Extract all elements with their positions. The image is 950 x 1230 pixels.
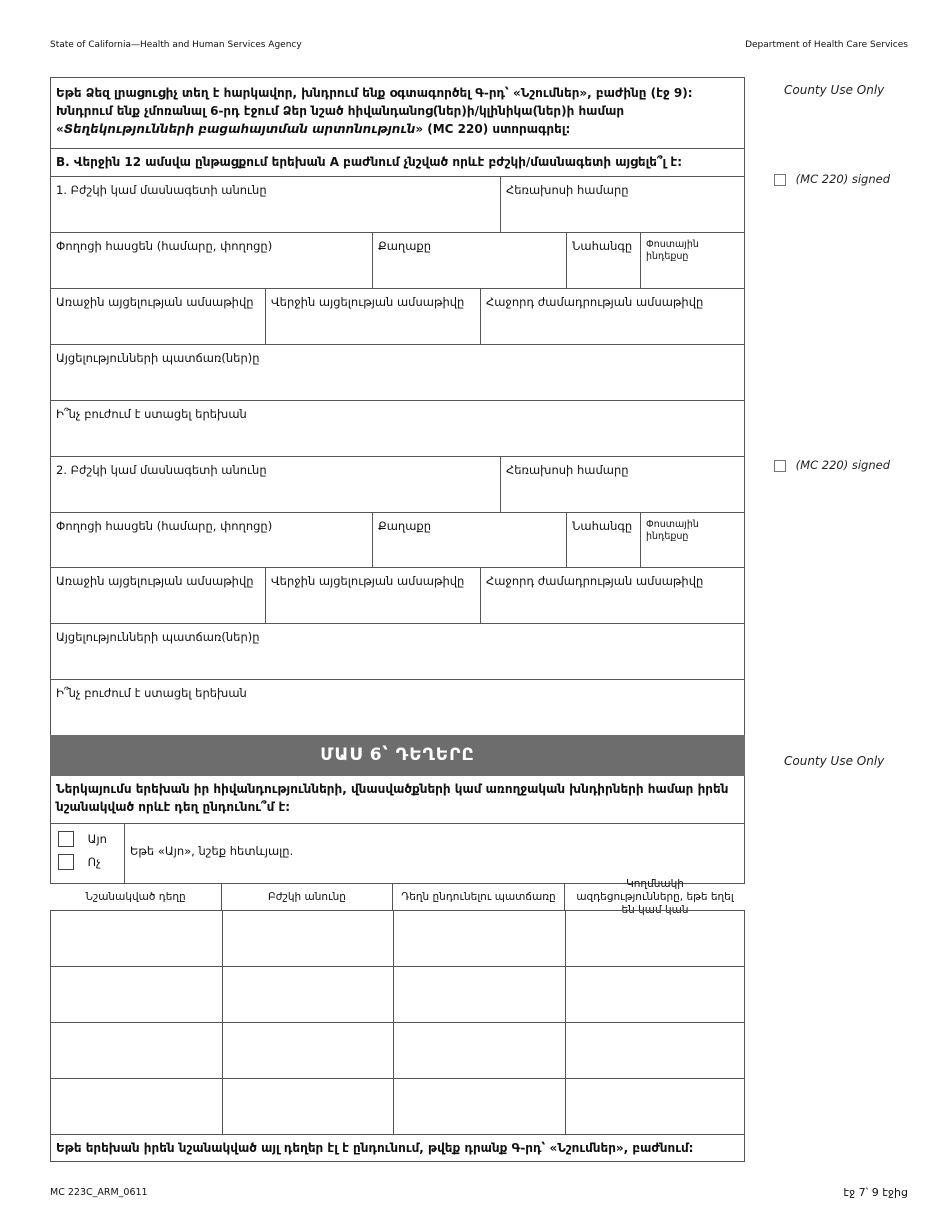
provider-1-last-visit-field[interactable]: Վերջին այցելության ամսաթիվը <box>265 289 480 344</box>
provider-2-name-row <box>50 456 745 512</box>
yes-no-row <box>50 823 745 883</box>
no-label: Ոչ <box>87 854 101 869</box>
provider-2-last-visit-field[interactable]: Վերջին այցելության ամսաթիվը <box>265 568 480 623</box>
provider-2-reason-row <box>50 623 745 679</box>
medication-drug-cell[interactable] <box>51 1023 222 1078</box>
provider-2-first-visit-field[interactable]: Առաջին այցելության ամսաթիվը <box>56 574 254 588</box>
medication-doctor-cell[interactable] <box>222 1079 393 1134</box>
provider-1-treatment-field[interactable]: Ի՞նչ բուժում է ստացել երեխան <box>56 407 247 421</box>
provider-1-treatment-row <box>50 400 745 456</box>
provider-2-zip-field[interactable]: Փոստային ինդեքսը <box>640 513 744 567</box>
col-doctor-name: Բժշկի անունը <box>221 884 392 910</box>
part-6-question-row <box>50 776 745 823</box>
provider-2-street-field[interactable]: Փողոցի հասցեն (համարը, փողոցը) <box>56 519 273 533</box>
medication-drug-cell[interactable] <box>51 967 222 1022</box>
medication-drug-cell[interactable] <box>51 1079 222 1134</box>
provider-1-first-visit-field[interactable]: Առաջին այցելության ամսաթիվը <box>56 295 254 309</box>
provider-1-street-field[interactable]: Փողոցի հասցեն (համարը, փողոցը) <box>56 239 273 253</box>
yes-checkbox[interactable] <box>58 831 74 847</box>
provider-2-reason-field[interactable]: Այցելությունների պատճառ(ներ)ը <box>56 630 260 644</box>
medication-row <box>50 966 745 1022</box>
provider-2-state-field[interactable]: Նահանգը <box>566 513 640 567</box>
medication-row <box>50 1078 745 1134</box>
medication-row <box>50 910 745 966</box>
medication-row <box>50 1022 745 1078</box>
provider-2-address-row <box>50 512 745 567</box>
yes-no-cell <box>51 824 124 883</box>
provider-1-state-field[interactable]: Նահանգը <box>566 233 640 288</box>
page-number: էջ 7՝ 9 էջից <box>843 1186 908 1199</box>
provider-2-next-appt-field[interactable]: Հաջորդ ժամադրության ամսաթիվը <box>480 568 744 623</box>
provider-2-dates-row <box>50 567 745 623</box>
medication-side-effects-cell[interactable] <box>565 1023 744 1078</box>
provider-1-city-field[interactable]: Քաղաքը <box>372 233 566 288</box>
medication-reason-cell[interactable] <box>393 1079 565 1134</box>
part-6-question: Ներկայումս երեխան իր հիվանդությունների, վնասվածքների կամ առողջական խնդիրների համար իրեն նշանակված որևէ դեղ ընդունու՞մ է: <box>56 782 729 814</box>
provider-1-zip-field[interactable]: Փոստային ինդեքսը <box>640 233 744 288</box>
col-prescribed-drug: Նշանակված դեղը <box>85 890 186 903</box>
col-side-effects: Կողմնակի ազդեցությունները, եթե եղել են կամ կան <box>564 884 745 910</box>
provider-2-city-field[interactable]: Քաղաքը <box>372 513 566 567</box>
medication-table-header <box>50 877 745 916</box>
provider-1-name-field[interactable]: 1. Բժշկի կամ մասնագետի անունը <box>56 183 267 197</box>
mc220-signed-row-2 <box>774 458 890 472</box>
provider-1-dates-row <box>50 288 745 344</box>
provider-2-treatment-field[interactable]: Ի՞նչ բուժում է ստացել երեխան <box>56 686 247 700</box>
medication-doctor-cell[interactable] <box>222 967 393 1022</box>
provider-1-address-row <box>50 232 745 288</box>
medication-doctor-cell[interactable] <box>222 1023 393 1078</box>
medication-doctor-cell[interactable] <box>222 911 393 966</box>
provider-2-phone-field[interactable]: Հեռախոսի համարը <box>500 457 744 512</box>
medication-reason-cell[interactable] <box>393 911 565 966</box>
section-b-question: B. Վերջին 12 ամսվա ընթացքում երեխան A բաժնում չնշված որևէ բժշկի/մասնագետի այցելե՞լ է: <box>56 155 683 169</box>
part-6-banner: ՄԱՍ 6՝ ԴԵՂԵՐԸ <box>50 735 745 776</box>
provider-1-reason-field[interactable]: Այցելությունների պատճառ(ներ)ը <box>56 351 260 365</box>
provider-1-phone-field[interactable]: Հեռախոսի համարը <box>500 177 744 232</box>
medication-footer-note: Եթե երեխան իրեն նշանակված այլ դեղեր էլ է ընդունում, թվեք դրանք Գ-րդ՝ «Նշումներ», բաժնում: <box>56 1141 694 1155</box>
intro-text: Եթե Ձեզ լրացուցիչ տեղ է հարկավոր, խնդրում ենք օգտագործել Գ-րդ՝ «Նշումներ», բաժինը (էջ 9): Խնդրում ենք չմոռանալ 6-րդ էջում Ձեր նշած հիվանդանոց(ներ)ի/կլինիկա(ներ)ի համար «Տեղեկությունների բացահայտման արտոնություն» (MC 220) ստորագրել: <box>56 86 693 136</box>
form-section <box>50 77 745 1162</box>
mc220-signed-checkbox-1[interactable] <box>774 174 786 186</box>
yes-option <box>58 831 117 853</box>
provider-2-treatment-row <box>50 679 745 735</box>
medication-side-effects-cell[interactable] <box>565 911 744 966</box>
medication-reason-cell[interactable] <box>393 967 565 1022</box>
no-option <box>58 854 117 876</box>
provider-1-reason-row <box>50 344 745 400</box>
county-use-only-label: County Use Only <box>784 83 885 97</box>
mc220-signed-label-1: (MC 220) signed <box>795 172 890 186</box>
provider-1-name-row <box>50 176 745 232</box>
mc220-signed-row-1 <box>774 172 890 186</box>
medication-drug-cell[interactable] <box>51 911 222 966</box>
form-id: MC 223C_ARM_0611 <box>50 1187 148 1198</box>
department-header: Department of Health Care Services <box>745 40 908 50</box>
col-reason: Դեղն ընդունելու պատճառը <box>392 884 564 910</box>
medication-side-effects-cell[interactable] <box>565 1079 744 1134</box>
provider-2-name-field[interactable]: 2. Բժշկի կամ մասնագետի անունը <box>56 463 267 477</box>
medication-reason-cell[interactable] <box>393 1023 565 1078</box>
mc220-signed-checkbox-2[interactable] <box>774 460 786 472</box>
agency-header: State of California—Health and Human Services Agency <box>50 40 302 50</box>
mc220-signed-label-2: (MC 220) signed <box>795 458 890 472</box>
medication-footer-row <box>50 1134 745 1162</box>
no-checkbox[interactable] <box>58 854 74 870</box>
provider-1-next-appt-field[interactable]: Հաջորդ ժամադրության ամսաթիվը <box>480 289 744 344</box>
medication-side-effects-cell[interactable] <box>565 967 744 1022</box>
if-yes-text: Եթե «Այո», նշեք հետևյալը. <box>124 824 744 883</box>
intro-row <box>50 77 745 148</box>
yes-label: Այո <box>87 831 107 846</box>
county-use-only-label-2: County Use Only <box>784 754 885 768</box>
section-b-row <box>50 148 745 176</box>
